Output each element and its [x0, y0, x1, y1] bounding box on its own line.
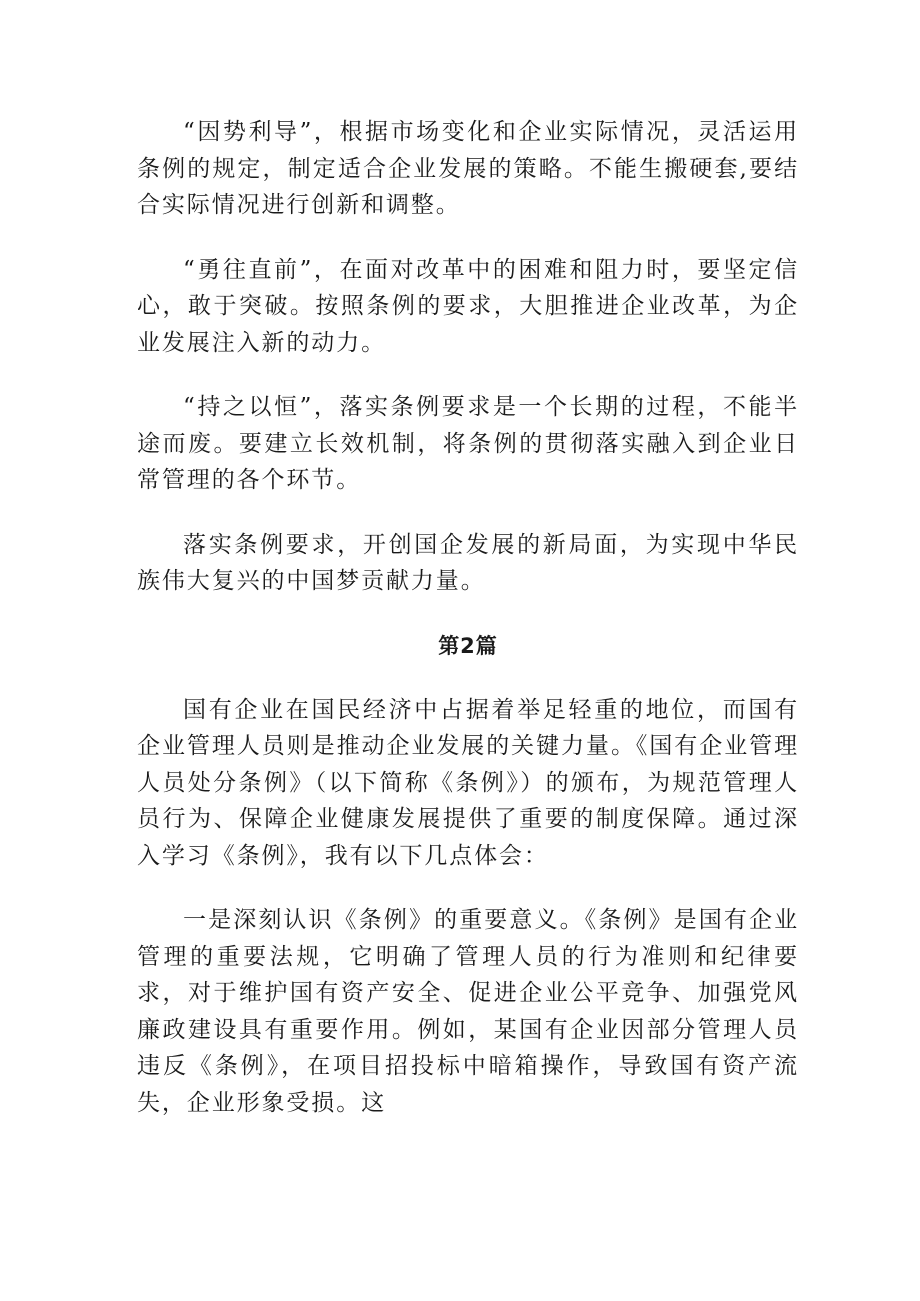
- paragraph-conclusion: 落实条例要求，开创国企发展的新局面，为实现中华民族伟大复兴的中国梦贡献力量。: [137, 531, 799, 594]
- section-heading: 第2篇: [438, 633, 498, 658]
- paragraph-point-one: 一是深刻认识《条例》的重要意义。《条例》是国有企业管理的重要法规，它明确了管理人员的行为准则和纪律要求，对于维护国有资产安全、促进企业公平竞争、加强党风廉政建设具有重要作用。例如，某国有企业因部分管理人员违反《条例》，在项目招投标中暗箱操作，导致国有资产流失，企业形象受损。这: [137, 907, 799, 1116]
- paragraph-intro: 国有企业在国民经济中占据着举足轻重的地位，而国有企业管理人员则是推动企业发展的关键力量。《国有企业管理人员处分条例》（以下简称《条例》）的颁布，为规范管理人员行为、保障企业健康发展提供了重要的制度保障。通过深入学习《条例》，我有以下几点体会：: [137, 696, 799, 869]
- paragraph-yong-wang-zhi-qian: “勇往直前”，在面对改革中的困难和阻力时，要坚定信心，敢于突破。按照条例的要求，大胆推进企业改革，为企业发展注入新的动力。: [137, 256, 799, 356]
- paragraph-chi-zhi-yi-heng: “持之以恒”，落实条例要求是一个长期的过程，不能半途而废。要建立长效机制，将条例的贯彻落实融入到企业日常管理的各个环节。: [137, 394, 799, 493]
- document-body: [137, 114, 799, 1149]
- paragraph-yin-shi-li-dao: “因势利导”，根据市场变化和企业实际情况，灵活运用条例的规定，制定适合企业发展的策略。不能生搬硬套,要结合实际情况进行创新和调整。: [137, 119, 799, 218]
